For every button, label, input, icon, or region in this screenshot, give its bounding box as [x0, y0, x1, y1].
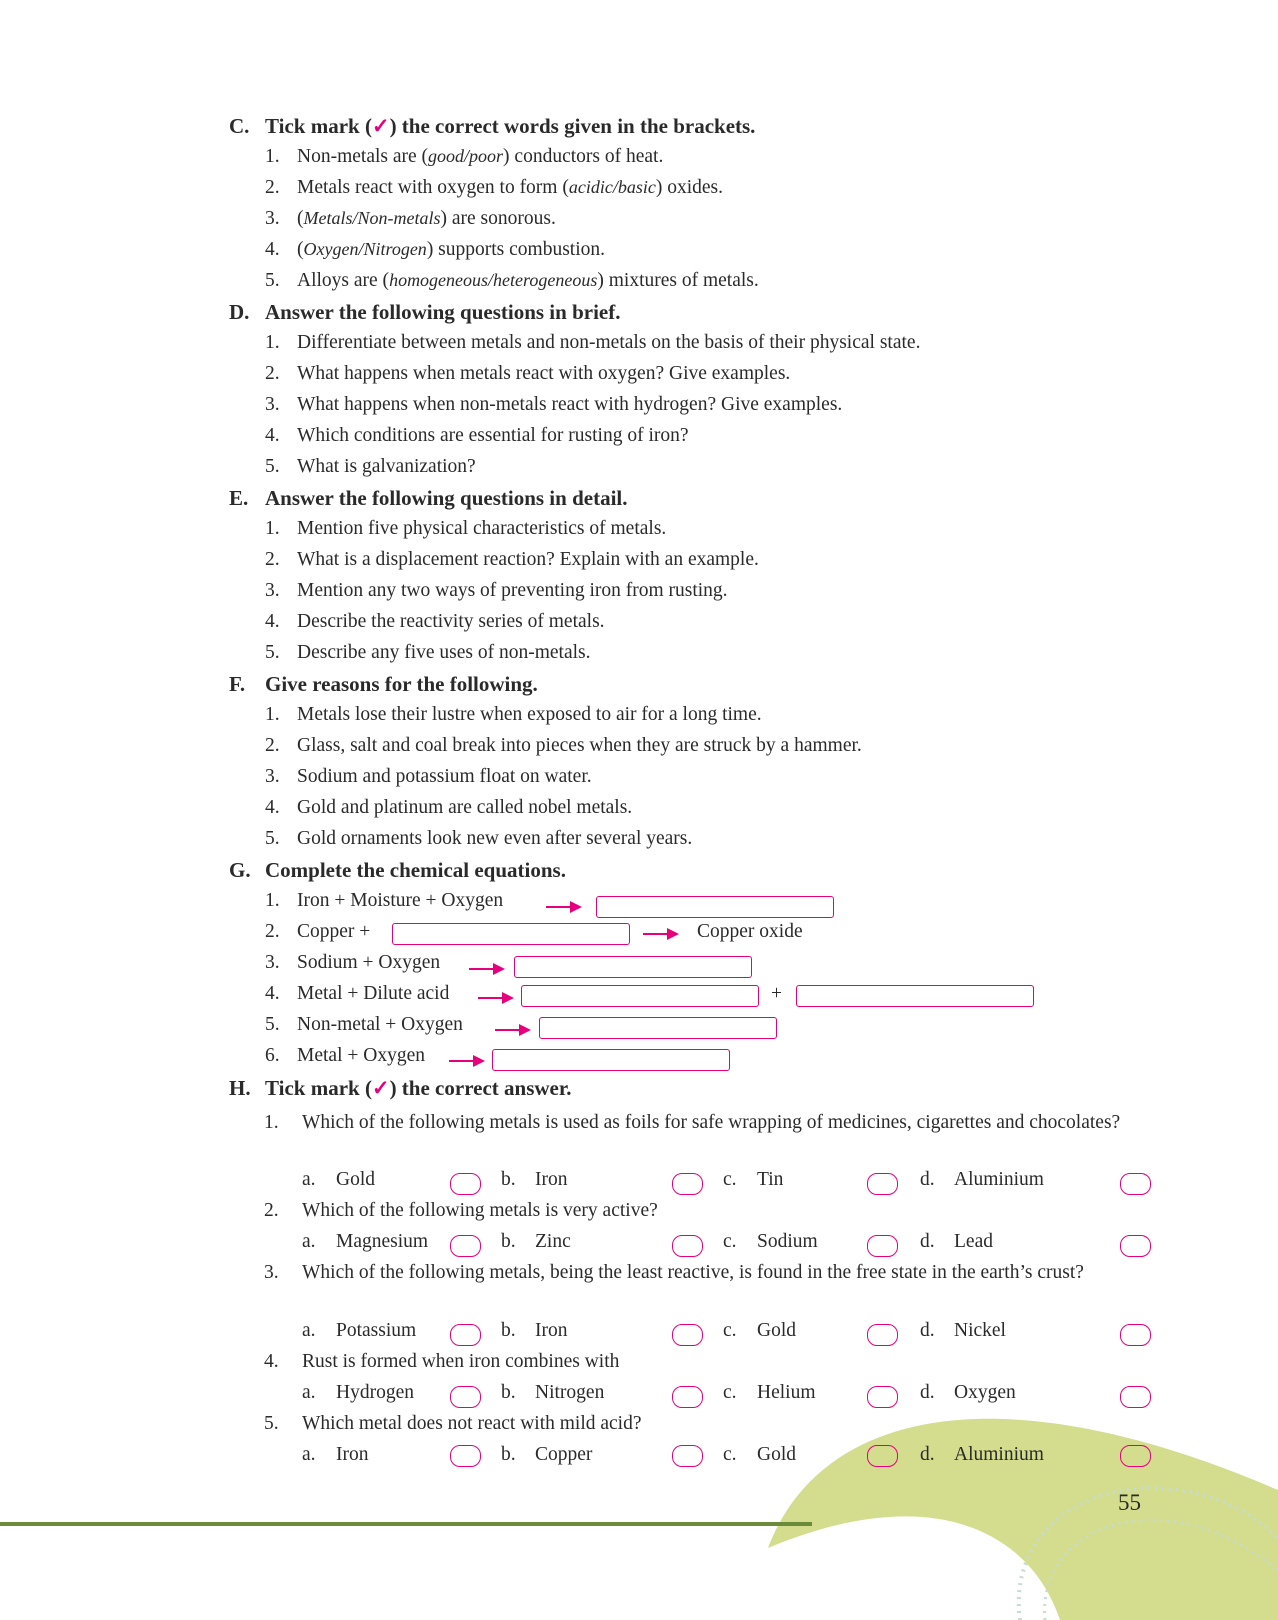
option-label: d. Aluminium [920, 1444, 1044, 1465]
section-e-heading: E. Answer the following questions in detail. [229, 486, 628, 510]
section-d-heading: D. Answer the following questions in brief. [229, 300, 621, 324]
option-label: b. Iron [501, 1320, 568, 1341]
answer-circle[interactable] [672, 1173, 703, 1195]
list-item: 3. What happens when non-metals react with hydrogen? Give examples. [265, 394, 843, 415]
answer-circle[interactable] [1120, 1324, 1151, 1346]
list-item: 3. Sodium and potassium float on water. [265, 766, 592, 787]
list-item: 1. Metals lose their lustre when exposed to air for a long time. [265, 704, 762, 725]
answer-box[interactable] [796, 985, 1034, 1007]
section-g-heading: G. Complete the chemical equations. [229, 858, 566, 882]
arrow-right-icon [643, 927, 679, 941]
question: 5. Which metal does not react with mild acid? [264, 1413, 642, 1434]
option-label: b. Nitrogen [501, 1382, 605, 1403]
equation-row: 6. Metal + Oxygen [265, 1045, 425, 1066]
option-label: c. Gold [723, 1444, 796, 1465]
list-item: 5. Gold ornaments look new even after several years. [265, 828, 693, 849]
list-item: 1. Non-metals are (good/poor) conductors of heat. [265, 146, 664, 167]
option-label: d. Aluminium [920, 1169, 1044, 1190]
answer-box[interactable] [514, 956, 752, 978]
answer-circle[interactable] [672, 1445, 703, 1467]
arrow-right-icon [546, 900, 582, 914]
answer-circle[interactable] [672, 1386, 703, 1408]
question: 3. Which of the following metals, being the least reactive, is found in the free state in the earth’s crust? [264, 1262, 1084, 1283]
option-label: c. Sodium [723, 1231, 818, 1252]
list-item: 3. Mention any two ways of preventing iron from rusting. [265, 580, 728, 601]
option-label: a. Gold [302, 1169, 375, 1190]
answer-circle[interactable] [450, 1235, 481, 1257]
answer-circle[interactable] [1120, 1173, 1151, 1195]
answer-circle[interactable] [1120, 1235, 1151, 1257]
answer-box[interactable] [539, 1017, 777, 1039]
list-item: 5. Describe any five uses of non-metals. [265, 642, 591, 663]
list-item: 1. Differentiate between metals and non-metals on the basis of their physical state. [265, 332, 921, 353]
list-item: 4. Which conditions are essential for rusting of iron? [265, 425, 689, 446]
answer-circle[interactable] [450, 1173, 481, 1195]
equation-row: 1. Iron + Moisture + Oxygen [265, 890, 504, 911]
answer-box[interactable] [492, 1049, 730, 1071]
list-item: 4. Gold and platinum are called nobel metals. [265, 797, 633, 818]
option-label: a. Hydrogen [302, 1382, 414, 1403]
page-number: 55 [1118, 1490, 1141, 1515]
section-h-heading: H. Tick mark (✓) the correct answer. [229, 1076, 572, 1100]
answer-circle[interactable] [1120, 1445, 1151, 1467]
option-label: a. Iron [302, 1444, 369, 1465]
question: 4. Rust is formed when iron combines with [264, 1351, 620, 1372]
option-label: b. Iron [501, 1169, 568, 1190]
answer-circle[interactable] [672, 1324, 703, 1346]
section-c-heading: C. Tick mark (✓) the correct words given in the brackets. [229, 114, 756, 138]
option-label: d. Nickel [920, 1320, 1006, 1341]
answer-circle[interactable] [672, 1235, 703, 1257]
answer-circle[interactable] [450, 1324, 481, 1346]
arrow-right-icon [478, 991, 514, 1005]
equation-row: 2. Copper + [265, 921, 371, 942]
list-item: 4. Describe the reactivity series of metals. [265, 611, 605, 632]
option-label: c. Tin [723, 1169, 784, 1190]
option-label: d. Oxygen [920, 1382, 1016, 1403]
checkmark-icon: ✓ [371, 114, 390, 138]
arrow-right-icon [495, 1023, 531, 1037]
list-item: 2. Metals react with oxygen to form (acidic/basic) oxides. [265, 177, 723, 198]
answer-box[interactable] [392, 923, 630, 945]
answer-circle[interactable] [450, 1445, 481, 1467]
list-item: 4. (Oxygen/Nitrogen) supports combustion. [265, 239, 606, 260]
question: 1. Which of the following metals is used as foils for safe wrapping of medicines, cigarettes and chocolates? [264, 1112, 1121, 1133]
answer-box[interactable] [521, 985, 759, 1007]
equation-row: 3. Sodium + Oxygen [265, 952, 441, 973]
section-f-heading: F. Give reasons for the following. [229, 672, 538, 696]
answer-circle[interactable] [867, 1386, 898, 1408]
answer-circle[interactable] [450, 1386, 481, 1408]
arrow-right-icon [449, 1054, 485, 1068]
list-item: 2. Glass, salt and coal break into pieces when they are struck by a hammer. [265, 735, 862, 756]
list-item: 1. Mention five physical characteristics of metals. [265, 518, 667, 539]
arrow-right-icon [469, 962, 505, 976]
answer-circle[interactable] [867, 1235, 898, 1257]
answer-circle[interactable] [867, 1445, 898, 1467]
option-label: a. Magnesium [302, 1231, 429, 1252]
list-item: 2. What happens when metals react with oxygen? Give examples. [265, 363, 791, 384]
option-label: c. Helium [723, 1382, 816, 1403]
list-item: 5. Alloys are (homogeneous/heterogeneous) mixtures of metals. [265, 270, 759, 291]
plus-sign: + [771, 983, 782, 1004]
option-label: b. Copper [501, 1444, 593, 1465]
answer-circle[interactable] [867, 1173, 898, 1195]
list-item: 5. What is galvanization? [265, 456, 476, 477]
checkmark-icon: ✓ [371, 1076, 390, 1100]
product-label: Copper oxide [697, 921, 803, 942]
question: 2. Which of the following metals is very active? [264, 1200, 658, 1221]
option-label: d. Lead [920, 1231, 993, 1252]
option-label: c. Gold [723, 1320, 796, 1341]
list-item: 2. What is a displacement reaction? Explain with an example. [265, 549, 759, 570]
option-label: a. Potassium [302, 1320, 417, 1341]
list-item: 3. (Metals/Non-metals) are sonorous. [265, 208, 556, 229]
equation-row: 5. Non-metal + Oxygen [265, 1014, 463, 1035]
equation-row: 4. Metal + Dilute acid [265, 983, 450, 1004]
option-label: b. Zinc [501, 1231, 571, 1252]
answer-circle[interactable] [1120, 1386, 1151, 1408]
answer-circle[interactable] [867, 1324, 898, 1346]
answer-box[interactable] [596, 896, 834, 918]
